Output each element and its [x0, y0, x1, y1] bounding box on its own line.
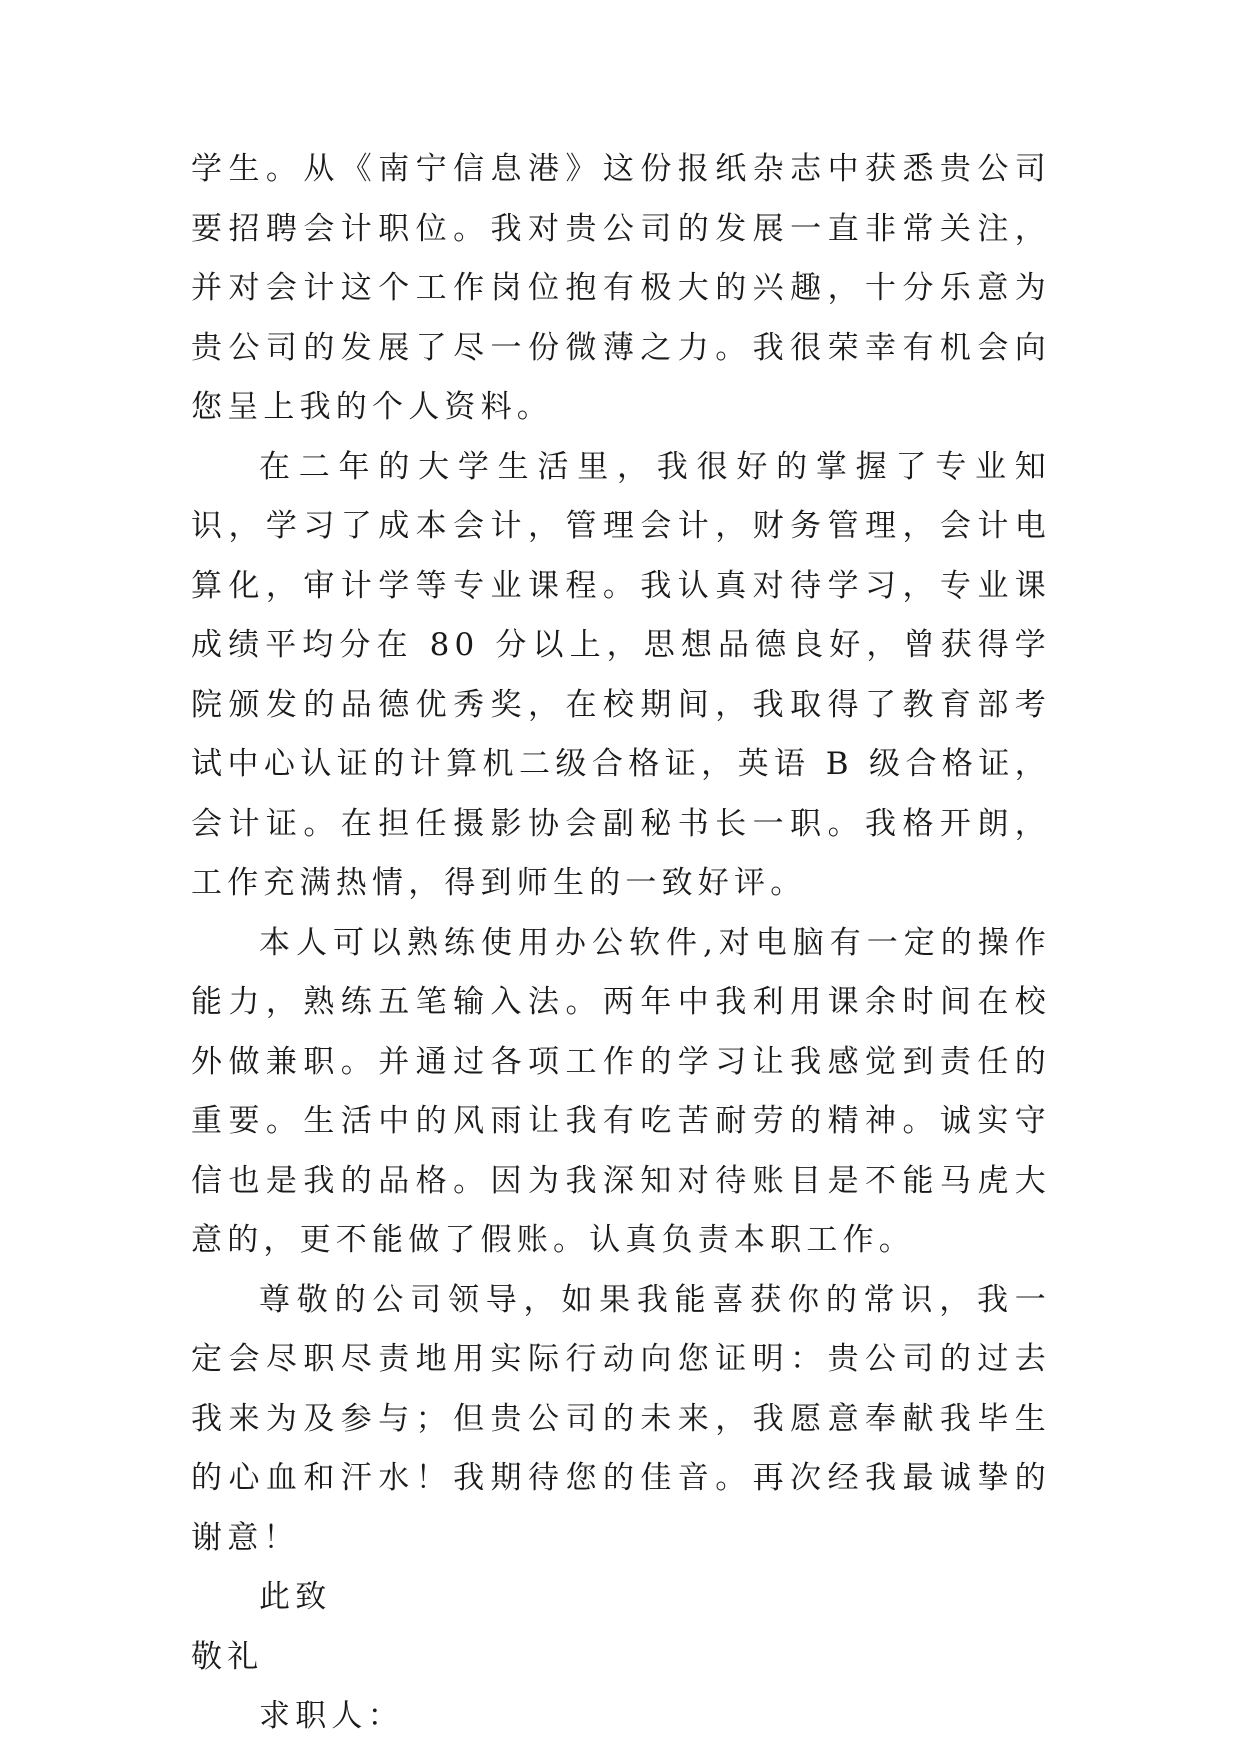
paragraph-education: 在二年的大学生活里，我很好的掌握了专业知识，学习了成本会计，管理会计，财务管理，会计电算化，审计学等专业课程。我认真对待学习，专业课成绩平均分在 80 分以上，思想品德良好，曾获得学院颁发的品德优秀奖，在校期间，我取得了教育部考试中心认证的计算机二级合格证，英语 B 级合格证，会计证。在担任摄影协会副秘书长一职。我格开朗，工作充满热情，得到师生的一致好评。	[191, 448, 1051, 901]
signature-label: 求职人：	[259, 1698, 404, 1734]
closing-salutation: 此致	[259, 1579, 332, 1615]
paragraph-intro-continued: 学生。从《南宁信息港》这份报纸杂志中获悉贵公司要招聘会计职位。我对贵公司的发展一直非常关注，并对会计这个工作岗位抱有极大的兴趣，十分乐意为贵公司的发展了尽一份微薄之力。我很荣幸有机会向您呈上我的个人资料。	[191, 151, 1051, 425]
letter-body	[191, 140, 1051, 1747]
closing-regards: 敬礼	[191, 1638, 264, 1675]
paragraph-skills: 本人可以熟练使用办公软件,对电脑有一定的操作能力，熟练五笔输入法。两年中我利用课余时间在校外做兼职。并通过各项工作的学习让我感觉到责任的重要。生活中的风雨让我有吃苦耐劳的精神。诚实守信也是我的品格。因为我深知对待账目是不能马虎大意的，更不能做了假账。认真负责本职工作。	[191, 924, 1051, 1258]
paragraph-closing-appeal: 尊敬的公司领导，如果我能喜获你的常识，我一定会尽职尽责地用实际行动向您证明：贵公司的过去我来为及参与；但贵公司的未来，我愿意奉献我毕生的心血和汗水！我期待您的佳音。再次经我最诚挚的谢意！	[191, 1281, 1051, 1556]
